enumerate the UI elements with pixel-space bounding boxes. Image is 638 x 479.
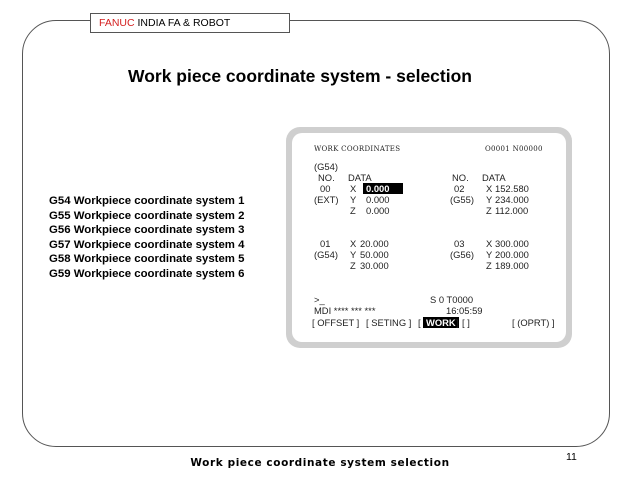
block-01-z-label: Z <box>350 260 356 271</box>
footer-title: Work piece coordinate system selection <box>190 457 450 469</box>
block-02-code: (G55) <box>450 194 474 205</box>
block-00-code: (EXT) <box>314 194 339 205</box>
block-03-code: (G56) <box>450 249 474 260</box>
softkey-work[interactable]: WORK <box>423 317 459 328</box>
list-item: G57 Workpiece coordinate system 4 <box>49 238 245 251</box>
softkey-offset[interactable]: [ OFFSET ] <box>312 317 360 328</box>
block-01-x-value: 20.000 <box>360 238 389 249</box>
softkey-seting[interactable]: [ SETING ] <box>366 317 412 328</box>
col-data-left: DATA <box>348 172 372 183</box>
col-no-left: NO. <box>318 172 335 183</box>
brand-tag <box>90 13 290 33</box>
softkey-blank[interactable]: [ ] <box>462 317 470 328</box>
brand-logo-text: FANUC <box>99 17 135 29</box>
block-02-z-value: 112.000 <box>495 205 529 216</box>
block-00-no: 00 <box>320 183 331 194</box>
block-02-no: 02 <box>454 183 465 194</box>
block-03-x-value: 300.000 <box>495 238 529 249</box>
block-02-z-label: Z <box>486 205 492 216</box>
softkey-work-open-bracket: [ <box>418 317 421 328</box>
block-03-z-value: 189.000 <box>495 260 529 271</box>
mode-status: MDI **** *** *** <box>314 305 376 316</box>
block-00-y-value: 0.000 <box>366 194 390 205</box>
block-03-no: 03 <box>454 238 465 249</box>
coordinate-system-list <box>49 194 244 281</box>
block-03-y-label: Y <box>486 249 493 260</box>
block-00-x-value[interactable]: 0.000 <box>363 183 403 194</box>
softkey-oprt[interactable]: [ (OPRT) ] <box>512 317 555 328</box>
col-data-right: DATA <box>482 172 506 183</box>
slide-title: Work piece coordinate system - selection <box>128 66 472 86</box>
block-03-z-label: Z <box>486 260 492 271</box>
list-item: G55 Workpiece coordinate system 2 <box>49 209 245 222</box>
block-02-y-label: Y <box>486 194 493 205</box>
block-01-code: (G54) <box>314 249 338 260</box>
block-00-x-label: X <box>350 183 357 194</box>
list-item: G59 Workpiece coordinate system 6 <box>49 267 245 280</box>
block-02-x-value: 152.580 <box>495 183 529 194</box>
list-item: G58 Workpiece coordinate system 5 <box>49 253 245 265</box>
softkey-work-close-bracket: ] <box>456 317 459 328</box>
block-01-y-value: 50.000 <box>360 249 389 260</box>
block-01-z-value: 30.000 <box>360 260 389 271</box>
screen-program-number: O0001 N00000 <box>485 145 543 153</box>
col-no-right: NO. <box>452 172 469 183</box>
block-03-y-value: 200.000 <box>495 249 529 260</box>
active-group: (G54) <box>314 161 338 172</box>
page-number: 11 <box>566 451 577 463</box>
block-01-no: 01 <box>320 238 331 249</box>
spindle-tool-status: S 0 T0000 <box>430 294 474 305</box>
block-02-x-label: X <box>486 183 493 194</box>
clock: 16:05:59 <box>446 305 483 316</box>
list-item: G54 Workpiece coordinate system 1 <box>49 195 245 207</box>
screen-header-title: WORK COORDINATES <box>314 145 401 153</box>
block-00-z-label: Z <box>350 205 356 216</box>
block-01-y-label: Y <box>350 249 357 260</box>
block-01-x-label: X <box>350 238 357 249</box>
block-03-x-label: X <box>486 238 493 249</box>
block-00-y-label: Y <box>350 194 357 205</box>
cnc-screen-display <box>292 133 566 342</box>
input-prompt: >_ <box>314 294 325 305</box>
block-02-y-value: 234.000 <box>495 194 529 205</box>
cnc-screen <box>286 127 572 348</box>
list-item: G56 Workpiece coordinate system 3 <box>49 224 245 236</box>
brand-subtitle: INDIA FA & ROBOT <box>134 17 231 29</box>
block-00-z-value: 0.000 <box>366 205 390 216</box>
